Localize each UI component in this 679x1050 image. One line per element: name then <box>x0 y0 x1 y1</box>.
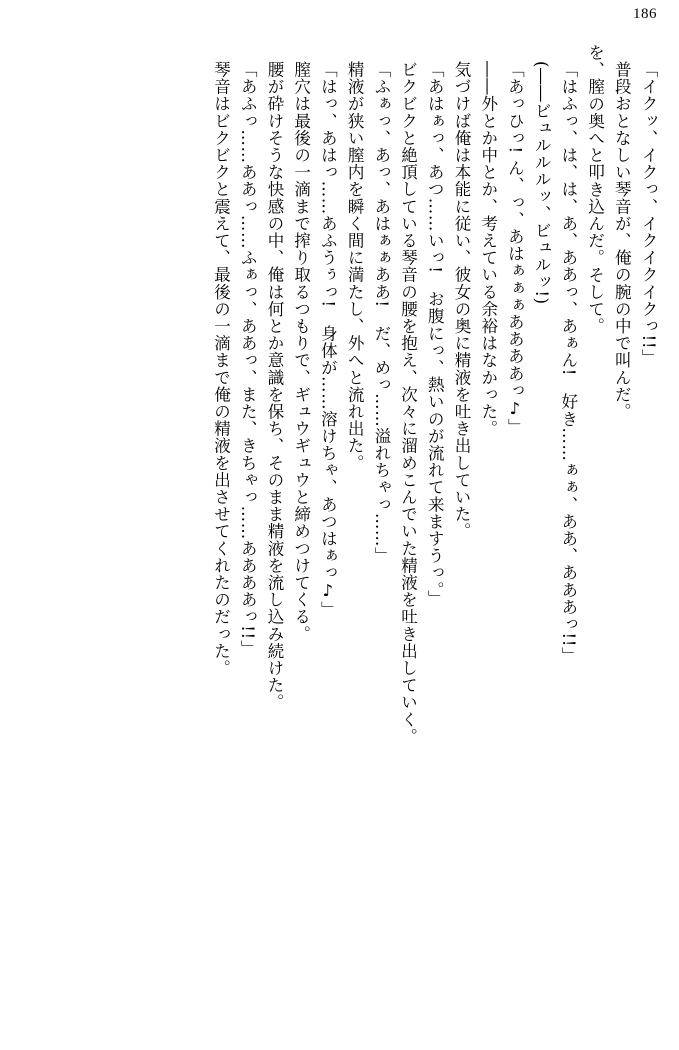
paragraph: 「あはぁっ、あつ……いっ! お腹にっ、熱いのが流れて来ますうっ。」 <box>425 60 445 607</box>
paragraph: 「はふっ、は、は、あ、ああっ、あぁん! 好き……ぁぁ、ああ、あああっ!!」 <box>558 60 578 664</box>
paragraph: ――外とか中とか、考えている余裕はなかった。 <box>478 60 498 437</box>
paragraph: 「あっひっ! ん、っ、あはぁぁぁああああっ♪」 <box>505 60 525 436</box>
page-number: 186 <box>633 6 657 22</box>
paragraph: 琴音はビクビクと震えて、最後の一滴まで俺の精液を出させてくれたのだった。 <box>211 60 231 677</box>
paragraph: 普段おとなしい琴音が、俺の腕の中で叫んだ。 <box>612 60 632 420</box>
paragraph: ビクビクと絶頂している琴音の腰を抱え、次々に溜めこんでいた精液を吐き出していく。 <box>398 60 418 745</box>
paragraph: 気づけば俺は本能に従い、彼女の奥に精液を吐き出していた。 <box>451 60 471 540</box>
paragraph: 「ふぁっ、あっ、あはぁぁああ! だ、めっ……溢れちゃっ……」 <box>371 60 391 564</box>
paragraph: を、膣の奥へと叩き込んだ。そして。 <box>585 44 605 335</box>
page-text-body <box>18 44 661 1036</box>
paragraph: 「はっ、あはっ……あふうぅっ! 身体が……溶けちゃ、あつはぁっ♪」 <box>318 60 338 618</box>
paragraph: 腰が砕けそうな快感の中、俺は何とか意識を保ち、そのまま精液を流し込み続けた。 <box>264 60 284 711</box>
paragraph: 膣穴は最後の一滴まで搾り取るつもりで、ギュウギュウと締めつけてくる。 <box>291 60 311 642</box>
paragraph: (――ビュルルルッ、ビュルッ!) <box>532 60 552 305</box>
paragraph: 「イクッ、イクっ、イクイクイクっ!!」 <box>639 60 658 366</box>
paragraph: 精液が狭い膣内を瞬く間に満たし、外へと流れ出た。 <box>345 60 365 471</box>
paragraph: 「あふっ……ああっ……ふぁっ、ああっ、また、きちゃっ……ああああっ!!」 <box>238 60 258 657</box>
